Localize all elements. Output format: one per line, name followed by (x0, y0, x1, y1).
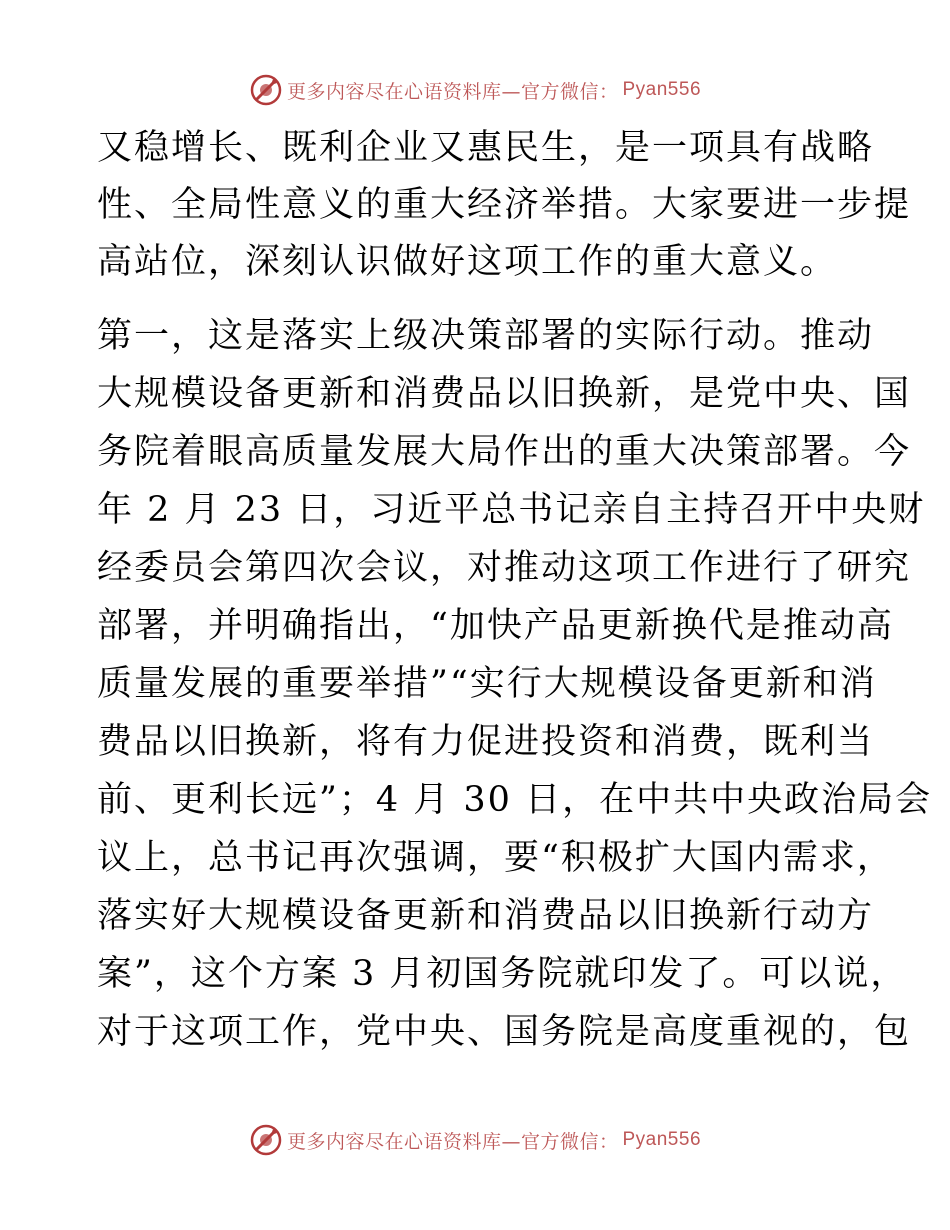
watermark-text: 更多内容尽在心语资料库—官方微信： (286, 1130, 619, 1153)
watermark-wechat-id: Pyan556 (622, 79, 702, 100)
watermark-wechat-id: Pyan556 (622, 1129, 702, 1150)
text-line: 又稳增长、既利企业又惠民生，是一项具有战略 (97, 128, 875, 168)
text-line: 案”，这个方案 3 月初国务院就印发了。可以说， (97, 954, 908, 994)
text-line: 经委员会第四次会议，对推动这项工作进行了研究 (97, 548, 912, 588)
text-line: 年 2 月 23 日，习近平总书记亲自主持召开中央财 (97, 490, 926, 530)
footer-watermark (0, 1120, 950, 1160)
text-line: 落实好大规模设备更新和消费品以旧换新行动方 (97, 896, 875, 936)
text-line: 费品以旧换新，将有力促进投资和消费，既利当 (97, 722, 875, 762)
text-line: 部署，并明确指出，“加快产品更新换代是推动高 (97, 606, 894, 646)
text-line: 前、更利长远”；4 月 30 日，在中共中央政治局会 (97, 780, 933, 820)
watermark-text: 更多内容尽在心语资料库—官方微信： (286, 80, 619, 103)
text-line: 质量发展的重要举措”“实行大规模设备更新和消 (97, 664, 877, 704)
library-logo-icon (249, 73, 283, 107)
library-logo-icon (249, 1123, 283, 1157)
text-line: 议上，总书记再次强调，要“积极扩大国内需求， (97, 838, 894, 878)
text-line: 对于这项工作，党中央、国务院是高度重视的，包 (97, 1012, 912, 1052)
text-line: 高站位，深刻认识做好这项工作的重大意义。 (97, 242, 838, 282)
text-line: 务院着眼高质量发展大局作出的重大决策部署。今 (97, 432, 912, 472)
text-line: 大规模设备更新和消费品以旧换新，是党中央、国 (97, 374, 912, 414)
text-line: 性、全局性意义的重大经济举措。大家要进一步提 (97, 185, 912, 225)
header-watermark (0, 70, 950, 110)
text-line: 第一，这是落实上级决策部署的实际行动。推动 (97, 316, 875, 356)
